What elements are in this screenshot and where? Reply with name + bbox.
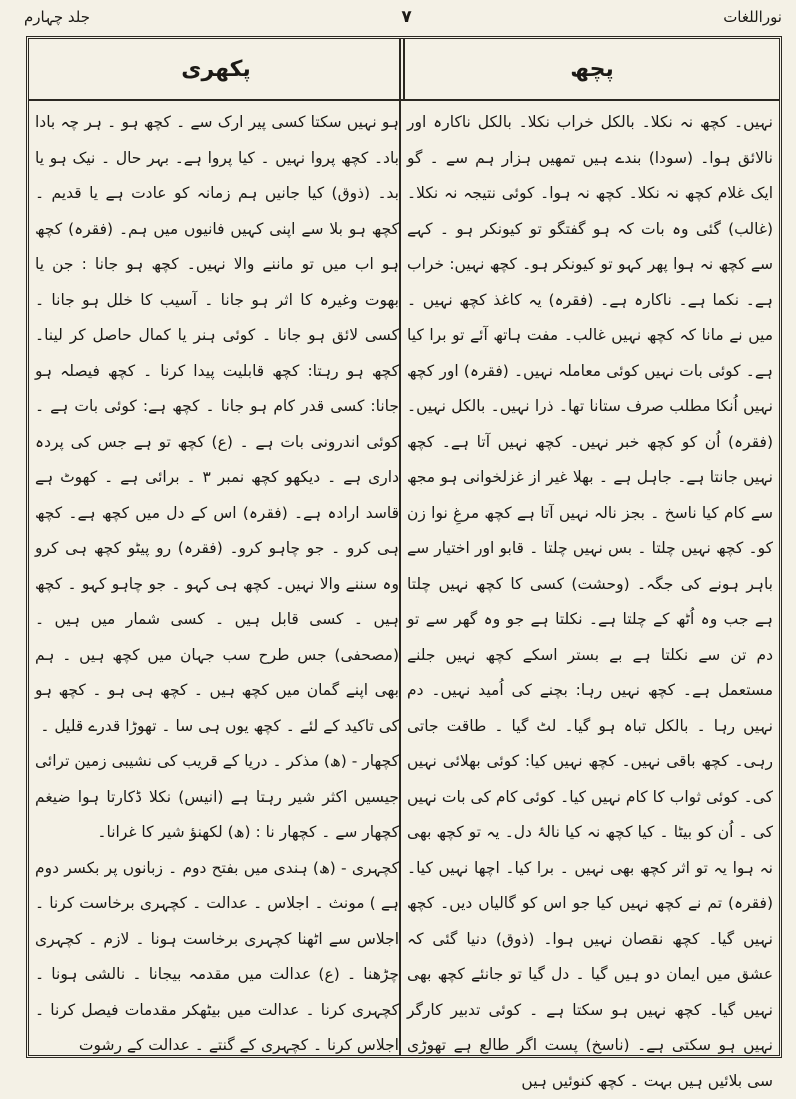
left-column-heading: پکھری bbox=[29, 39, 405, 99]
left-column bbox=[35, 105, 399, 1054]
book-title: نوراللغات bbox=[723, 8, 782, 26]
left-column-entry-3: کچہری - (ھ) ہندی میں بفتح دوم ۔ زبانوں پر بکسر دوم ہے ) مونث ۔ اجلاس ۔ عدالت ۔ کچہری برخاست کرنا ۔ اجلاس سے اٹھنا کچہری برخاست ہونا ۔ لازم ۔ کچہری چڑھنا ۔ (ع) عدالت میں مقدمہ بیجانا ۔ نالشی ہونا ۔ کچہری کرنا ۔ عدالت میں بیٹھکر مقدمات فیصل کرنا ۔ اجلاس کرنا ۔ کچہری کے گنتے ۔ عدالت کے رشوت bbox=[35, 858, 399, 1054]
column-divider bbox=[399, 39, 401, 1055]
left-column-entry-2: کچھار - (ھ) مذکر ۔ دریا کے قریب کی نشیبی زمین ترائی جیسیں اکثر شیر رہتا ہے (انیس) نکلا ڈکارتا ہوا ضیغم کچھار سے ۔ کچھار نا : (ھ) لکھنؤ شیر کا غرانا۔ bbox=[35, 752, 399, 841]
left-column-entry-1: ہو نہیں سکتا کسی پیر ارک سے ۔ کچھ ہو ۔ ہر چہ بادا باد۔ کچھ پروا نہیں ۔ کیا پروا ہے۔ بہر حال ۔ نیک ہو یا بد۔ (ذوق) کیا جانیں ہم زمانہ کو عادت ہے یا قدیم ۔ کچھ ہو بلا سے اپنی کہیں فانیوں میں ہم۔ (فقرہ) کچھ ہو اب میں تو ماننے والا نہیں۔ کچھ ہو جانا : جن یا بھوت وغیرہ کا اثر ہو جانا ۔ آسیب کا خلل ہو جانا ۔ کسی لائق ہو جانا ۔ کوئی ہنر یا کمال حاصل کر لینا۔ کچھ ہو رہتا: کچھ قابلیت پیدا کرنا ۔ کچھ فیصلہ ہو جانا: کسی قدر کام ہو جانا ۔ کچھ ہے: کوئی بات ہے ۔ کوئی اندرونی بات ہے ۔ (ع) کچھ تو ہے جس کی پردہ داری ہے ۔ دیکھو کچھ نمبر ۳ ۔ برائی ہے ۔ کھوٹ ہے قاسد ارادہ ہے۔ (فقرہ) اس کے دل میں کچھ ہے۔ کچھ ہی کرو ۔ جو چاہو کرو۔ (فقرہ) رو پیٹو کچھ ہی کرو وہ سننے والا نہیں۔ کچھ ہی کہو ۔ جو چاہو کہو ۔ کچھ ہیں ۔ کسی قابل ہیں ۔ کسی شمار میں ہیں ۔ (مصحفی) جس طرح سب جہان میں کچھ ہیں ۔ ہم بھی اپنے گمان میں کچھ ہیں ۔ کچھ ہی ہو ۔ کچھ ہو کی تاکید کے لئے ۔ کچھ یوں ہی سا ۔ تھوڑا قدرے قلیل ۔ bbox=[35, 113, 399, 735]
page-frame bbox=[26, 36, 782, 1090]
page-number: ۷ bbox=[401, 7, 412, 27]
right-column bbox=[407, 105, 773, 1090]
right-column-entry: نہیں۔ کچھ نہ نکلا۔ بالکل خراب نکلا۔ بالکل ناکارہ اور نالائق ہوا۔ (سودا) بندے ہیں تمھیں ہزار ہم سے ۔ گو ایک غلام کچھ نہ نکلا۔ کچھ نہ ہوا۔ کوئی نتیجہ نہ نکلا۔ (غالب) گئی وہ بات کہ ہو گفتگو تو کیونکر ہو ۔ کہے سے کچھ نہ ہوا پھر کہو تو کیونکر ہو۔ کچھ نہیں: خراب ہے۔ نکما ہے۔ ناکارہ ہے۔ (فقرہ) یہ کاغذ کچھ نہیں ۔ میں نے مانا کہ کچھ نہیں غالب۔ مفت ہاتھ آئے تو برا کیا ہے۔ کوئی بات نہیں کوئی معاملہ نہیں۔ (فقرہ) اور کچھ نہیں اُنکا مطلب صرف ستانا تھا۔ ذرا نہیں۔ بالکل نہیں۔ (فقرہ) اُن کو کچھ خبر نہیں۔ کچھ نہیں آتا ہے۔ کچھ نہیں جانتا ہے۔ جاہل ہے ۔ بھلا غیر از غزلخوانی ہو مجھ سے کام کیا ناسخ ۔ بجز نالہ نہیں آتا ہے کچھ مرغِ نوا زن کو۔ کچھ نہیں چلتا ۔ بس نہیں چلتا ۔ قابو اور اختیار سے باہر ہونے کی جگہ۔ (وحشت) کسی کا کچھ نہیں چلتا ہے جب وہ اُٹھ کے چلتا ہے۔ نکلتا ہے جو وہ گھر سے تو دم تن سے نکلتا ہے بے بستر اسکے کچھ نہیں جلنے مستعمل ہے۔ کچھ نہیں رہا: بچنے کی اُمید نہیں۔ دم نہیں رہا ۔ بالکل تباہ ہو گیا۔ لٹ گیا ۔ طاقت جاتی رہی۔ کچھ باقی نہیں۔ کچھ نہیں کیا: کوئی بھلائی نہیں کی۔ کوئی ثواب کا کام نہیں کیا۔ کوئی کام کی بات نہیں کی ۔ اُن کو بیٹا ۔ کیا کچھ نہ کیا نالۂ دل۔ یہ تو کچھ بھی نہ ہوا یہ تو اثر کچھ بھی نہیں ۔ برا کیا۔ اچھا نہیں کیا۔ (فقرہ) تم نے کچھ نہیں کیا جو اس کو گالیاں دیں۔ کچھ نہیں گیا۔ کچھ نقصان نہیں ہوا۔ (ذوق) دنیا گئی کہ عشق میں ایمان دو ہیں گیا ۔ دل گیا تو جانئے کچھ بھی نہیں گیا۔ کچھ نہیں ہو سکتا ہے ۔ کوئی تدبیر کارگر نہیں ہو سکتی ہے۔ (ناسخ) پست اگر طالع ہے تھوڑی سی بلائیں ہیں بہت ۔ کچھ کنوئیں ہیں bbox=[407, 113, 773, 1090]
right-column-heading: پچھ bbox=[570, 56, 614, 82]
running-header bbox=[24, 6, 782, 28]
volume-label: جلد چہارم bbox=[24, 8, 91, 26]
column-heading-row bbox=[29, 39, 779, 101]
